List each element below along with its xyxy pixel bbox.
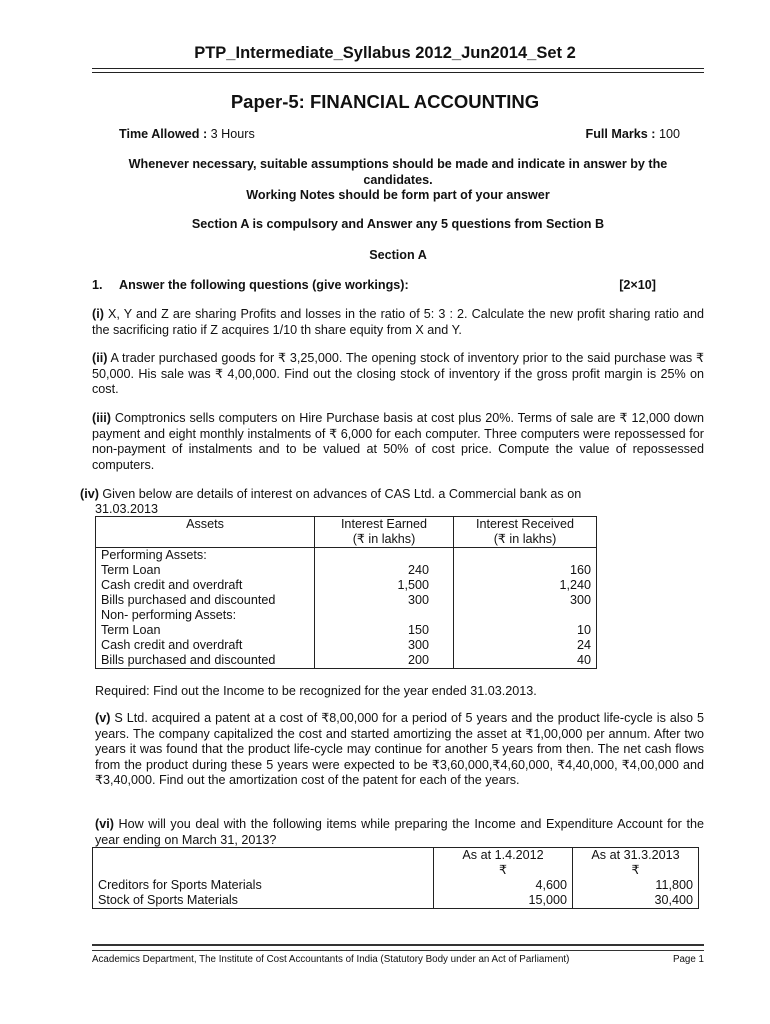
label-iii: (iii) <box>92 411 111 425</box>
label-i: (i) <box>92 307 104 321</box>
interest-earned-cell: 240 <box>315 563 454 578</box>
interest-table-row <box>96 563 597 578</box>
interest-received-cell <box>454 608 597 623</box>
interest-table-row <box>96 548 597 564</box>
opening-value-cell: 4,600 <box>434 878 573 893</box>
question-number: 1. <box>92 278 103 292</box>
sports-table-row <box>93 878 699 893</box>
closing-value-cell: 30,400 <box>654 893 693 907</box>
interest-table-row <box>96 578 597 593</box>
sub-question-vi <box>95 817 704 848</box>
text-iv-2: 31.03.2013 <box>95 502 159 516</box>
asset-name-cell: Bills purchased and discounted <box>96 593 315 608</box>
interest-earned-cell <box>315 548 454 564</box>
asset-name-cell: Performing Assets: <box>96 548 315 564</box>
instruction-line-1: Whenever necessary, suitable assumptions should be made and indicate in answer by the <box>128 157 668 171</box>
interest-earned-cell <box>315 608 454 623</box>
asset-name-cell: Cash credit and overdraft <box>96 638 315 653</box>
asset-name-cell: Non- performing Assets: <box>96 608 315 623</box>
asset-name-cell: Cash credit and overdraft <box>96 578 315 593</box>
label-vi: (vi) <box>95 817 114 831</box>
sub-question-v <box>95 711 704 789</box>
required-text: Required: Find out the Income to be recognized for the year ended 31.03.2013. <box>95 684 537 698</box>
interest-table-row <box>96 593 597 608</box>
full-marks <box>586 127 681 141</box>
closing-value-cell: 11,800 <box>655 878 693 892</box>
sub-question-iii <box>92 411 704 473</box>
instructions <box>92 157 704 204</box>
page-number: Page 1 <box>672 954 704 965</box>
item-name-cell: Stock of Sports Materials <box>93 893 434 909</box>
sports-table-header <box>93 848 699 879</box>
text-iv-1: Given below are details of interest on advances of CAS Ltd. a Commercial bank as on <box>102 487 582 501</box>
footer-divider <box>92 944 704 951</box>
footer <box>92 954 704 965</box>
interest-received-cell: 300 <box>569 593 591 607</box>
sports-header-2012: As at 1.4.2012 ₹ <box>434 848 573 879</box>
interest-table-row <box>96 623 597 638</box>
text-v: S Ltd. acquired a patent at a cost of ₹8,00,000 for a period of 5 years and the product life-cycle is also 5 years. The company capitalized the cost and started amortizing the asset at ₹1,00,000 per annum. After two years it was found that the product life-cycle may continue for another 5 years from then. The net cash flows from the product during these 5 years were expected to be ₹3,60,000,₹4,60,000, ₹4,40,000, ₹4,00,000 and ₹3,40,000. Find out the amortization cost of the patent for each of the years. <box>95 711 704 787</box>
interest-received-cell: 40 <box>576 653 591 667</box>
interest-earned-cell: 1,500 <box>315 578 454 593</box>
interest-received-cell: 24 <box>576 638 591 652</box>
document-header: PTP_Intermediate_Syllabus 2012_Jun2014_Set 2 <box>194 44 576 62</box>
header-interest-received: Interest Received (₹ in lakhs) <box>454 517 597 548</box>
time-allowed <box>119 127 255 141</box>
section-a-title: Section A <box>369 248 427 262</box>
sports-header-blank <box>93 848 434 879</box>
question-marks: [2×10] <box>619 278 656 292</box>
interest-earned-cell: 300 <box>315 638 454 653</box>
sports-table-row <box>93 893 699 909</box>
footer-text: Academics Department, The Institute of Cost Accountants of India (Statutory Body under an Act of Parliament) <box>92 954 570 965</box>
header-assets: Assets <box>96 517 315 548</box>
interest-earned-cell: 200 <box>315 653 454 669</box>
header-divider <box>92 68 704 73</box>
marks-value: 100 <box>658 127 680 141</box>
interest-earned-cell: 300 <box>315 593 454 608</box>
interest-table-header <box>96 517 597 548</box>
text-iii: Comptronics sells computers on Hire Purchase basis at cost plus 20%. Terms of sale are ₹ 12,000 down payment and eight monthly instalments of ₹ 6,000 for each computer. Three computers were repossessed for non-payment of instalments and to be valued at 50% of cost price. Compute the value of repossessed computers. <box>92 411 705 472</box>
label-ii: (ii) <box>92 351 108 365</box>
time-value: 3 Hours <box>210 127 255 141</box>
asset-name-cell: Bills purchased and discounted <box>96 653 315 669</box>
header-interest-earned: Interest Earned (₹ in lakhs) <box>315 517 454 548</box>
text-vi: How will you deal with the following items while preparing the Income and Expenditure Account for the year ending on March 31, 2013? <box>95 817 704 847</box>
time-label: Time Allowed : <box>119 127 208 141</box>
paper-title: Paper-5: FINANCIAL ACCOUNTING <box>230 91 540 112</box>
text-i: X, Y and Z are sharing Profits and losses in the ratio of 5: 3 : 2. Calculate the new profit sharing ratio and the sacrificing ratio if Z acquires 1/10 th share equity from X and Y. <box>92 307 705 337</box>
opening-value-cell: 15,000 <box>434 893 573 909</box>
interest-table-row <box>96 638 597 653</box>
sub-question-iv <box>80 487 581 501</box>
text-ii: A trader purchased goods for ₹ 3,25,000. The opening stock of inventory prior to the said purchase was ₹ 50,000. His sale was ₹ 4,00,000. Find out the closing stock of inventory if the gross profit margin is 25% on cost. <box>92 351 704 396</box>
item-name-cell: Creditors for Sports Materials <box>93 878 434 893</box>
asset-name-cell: Term Loan <box>96 623 315 638</box>
instruction-line-3: Working Notes should be form part of your answer <box>246 188 550 202</box>
marks-label: Full Marks : <box>585 127 656 141</box>
sports-header-2013: As at 31.3.2013 ₹ <box>591 848 680 877</box>
instruction-line-2: candidates. <box>363 172 433 187</box>
sports-table <box>92 847 699 909</box>
interest-received-cell: 10 <box>576 623 591 637</box>
question-text: Answer the following questions (give workings): <box>119 278 409 292</box>
asset-name-cell: Term Loan <box>96 563 315 578</box>
interest-earned-cell: 150 <box>315 623 454 638</box>
interest-received-cell <box>454 548 597 564</box>
label-iv: (iv) <box>80 487 99 501</box>
interest-table <box>95 516 597 669</box>
interest-received-cell: 1,240 <box>559 578 591 592</box>
sub-question-i <box>92 307 704 338</box>
label-v: (v) <box>95 711 111 725</box>
interest-table-row <box>96 608 597 623</box>
sub-question-ii <box>92 351 704 398</box>
interest-received-cell: 160 <box>569 563 591 577</box>
interest-table-row <box>96 653 597 669</box>
section-instruction: Section A is compulsory and Answer any 5 questions from Section B <box>191 217 605 231</box>
